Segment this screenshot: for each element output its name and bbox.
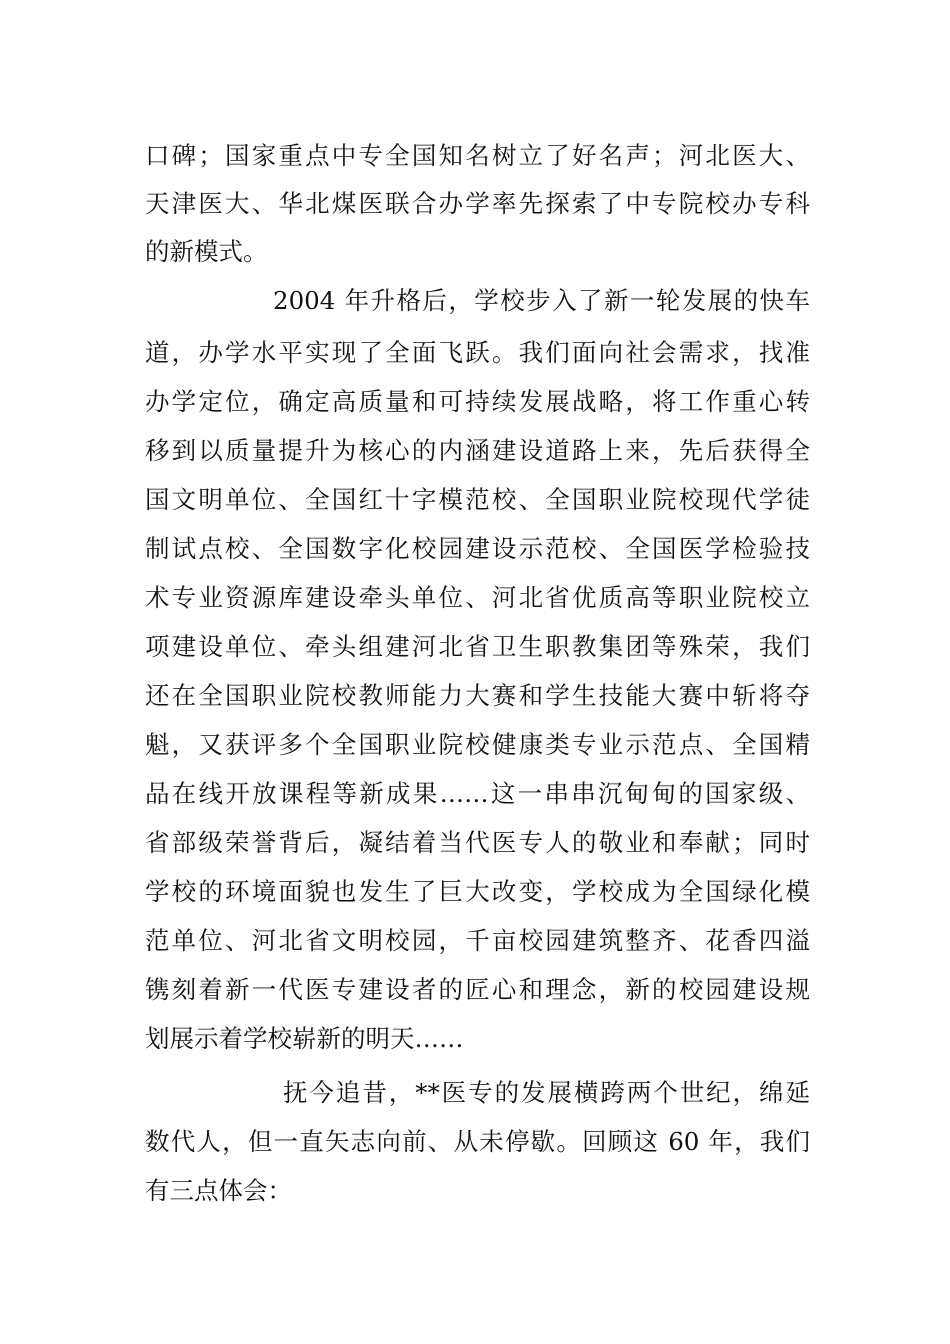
- text-line: 还在全国职业院校教师能力大赛和学生技能大赛中斩将夺: [145, 681, 810, 710]
- text-line: 品在线开放课程等新成果……这一串串沉甸甸的国家级、: [145, 779, 810, 808]
- text-line: 办学定位，确定高质量和可持续发展战略，将工作重心转: [145, 387, 810, 416]
- text-line: 划展示着学校崭新的明天……: [145, 1024, 464, 1053]
- text-line: 口碑；国家重点中专全国知名树立了好名声；河北医大、: [145, 141, 810, 170]
- text-line: 省部级荣誉背后，凝结着当代医专人的敬业和奉献；同时: [145, 828, 810, 857]
- text-line: 魁，又获评多个全国职业院校健康类专业示范点、全国精: [145, 730, 810, 759]
- text-line: 有三点体会：: [145, 1176, 292, 1205]
- text-line: 数代人，但一直矢志向前、从未停歇。回顾这 60 年，我们: [145, 1127, 810, 1156]
- text-line: 术专业资源库建设牵头单位、河北省优质高等职业院校立: [145, 583, 810, 612]
- text-line: 学校的环境面貌也发生了巨大改变，学校成为全国绿化模: [145, 877, 810, 906]
- text-line: 2004 年升格后，学校步入了新一轮发展的快车: [273, 286, 810, 315]
- text-line: 天津医大、华北煤医联合办学率先探索了中专院校办专科: [145, 189, 810, 218]
- text-line: 制试点校、全国数字化校园建设示范校、全国医学检验技: [145, 534, 810, 563]
- text-line: 镌刻着新一代医专建设者的匠心和理念，新的校园建设规: [145, 975, 810, 1004]
- text-line: 的新模式。: [145, 237, 268, 266]
- text-line: 道，办学水平实现了全面飞跃。我们面向社会需求，找准: [145, 338, 810, 367]
- text-line: 抚今追昔，**医专的发展横跨两个世纪，绵延: [283, 1078, 810, 1107]
- text-line: 项建设单位、牵头组建河北省卫生职教集团等殊荣，我们: [145, 632, 810, 661]
- text-line: 移到以质量提升为核心的内涵建设道路上来，先后获得全: [145, 436, 810, 465]
- text-line: 范单位、河北省文明校园，千亩校园建筑整齐、花香四溢: [145, 926, 810, 955]
- text-line: 国文明单位、全国红十字模范校、全国职业院校现代学徒: [145, 485, 810, 514]
